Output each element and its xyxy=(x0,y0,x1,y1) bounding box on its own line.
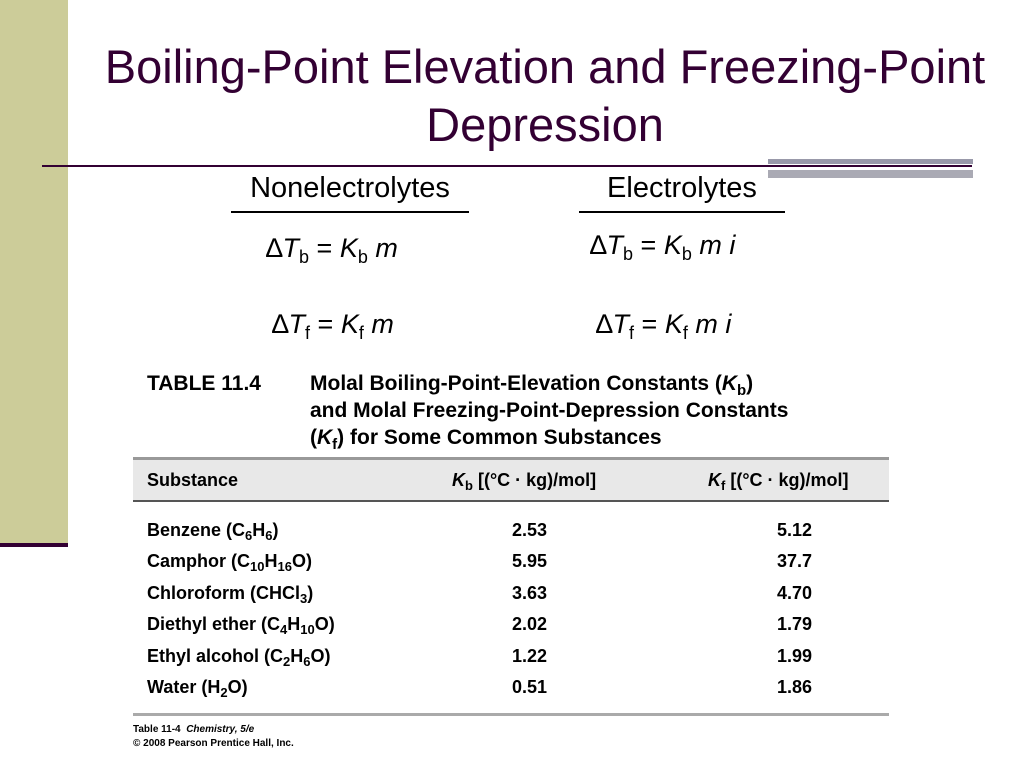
side-accent-bar xyxy=(0,0,68,543)
cell-kb: 2.53 xyxy=(512,520,548,540)
table-row xyxy=(0,614,1024,645)
electrolytes-heading: Electrolytes xyxy=(607,172,757,204)
cell-kf: 4.70 xyxy=(776,583,812,603)
eq-electrolyte-freezing: $\Delta T_f = K_f$ m i xyxy=(596,309,732,343)
title-accent-bar-2 xyxy=(768,170,973,178)
cell-kf: 1.99 xyxy=(776,646,812,666)
nonelectrolytes-rule xyxy=(231,211,469,213)
title-divider xyxy=(42,165,972,167)
slide-title: Boiling-Point Elevation and Freezing-Point Depression xyxy=(104,40,986,151)
table-caption-text: Molal Boiling-Point-Elevation Constants $(K_b)$ and Molal Freezing-Point-Depression Constants $(K_f)$ for Some Common Substances xyxy=(310,372,789,453)
table-credit-copyright: © 2008 Pearson Prentice Hall, Inc. xyxy=(133,738,294,749)
cell-substance: Camphor $(C_{10}H_{16}O)$ xyxy=(147,551,312,574)
electrolytes-rule xyxy=(579,211,785,213)
table-row xyxy=(0,646,1024,677)
table-row xyxy=(0,520,1024,551)
table-row xyxy=(0,583,1024,614)
table-label: TABLE 11.4 xyxy=(147,372,261,395)
table-credit-ref: Table 11-4 Chemistry, 5/e xyxy=(133,724,255,735)
cell-kb: 3.63 xyxy=(512,583,548,603)
nonelectrolytes-heading: Nonelectrolytes xyxy=(250,172,450,204)
cell-kb: 1.22 xyxy=(512,646,548,666)
cell-kf: 1.86 xyxy=(776,677,812,697)
table-row xyxy=(0,677,1024,708)
table-header-rule xyxy=(133,500,889,502)
cell-kb: 0.51 xyxy=(512,677,548,697)
header-kf: $K_f$ [(°C · kg)/mol] xyxy=(708,470,849,493)
table-bottom-rule xyxy=(133,713,889,716)
cell-substance: Chloroform (CHCl$_3$) xyxy=(147,583,314,606)
eq-electrolyte-boiling: $\Delta T_b = K_b$ m i xyxy=(590,230,736,264)
cell-kb: 2.02 xyxy=(512,614,548,634)
cell-kf: 37.7 xyxy=(776,551,812,571)
cell-substance: Water $(H_2O)$ xyxy=(147,677,248,700)
cell-substance: Ethyl alcohol $(C_2H_6O)$ xyxy=(147,646,331,669)
cell-substance: Benzene $(C_6H_6)$ xyxy=(147,520,279,543)
cell-kb: 5.95 xyxy=(512,551,548,571)
cell-kf: 5.12 xyxy=(776,520,812,540)
header-kb: $K_b$ [(°C · kg)/mol] xyxy=(452,470,597,493)
cell-substance: Diethyl ether $(C_4H_{10}O)$ xyxy=(147,614,335,637)
eq-nonelectrolyte-freezing: $\Delta T_f = K_f$ m xyxy=(272,309,394,343)
title-accent-bar xyxy=(768,159,973,164)
eq-nonelectrolyte-boiling: $\Delta T_b = K_b$ m xyxy=(266,233,398,267)
table-row xyxy=(0,551,1024,582)
cell-kf: 1.79 xyxy=(776,614,812,634)
header-substance: Substance xyxy=(147,470,239,490)
